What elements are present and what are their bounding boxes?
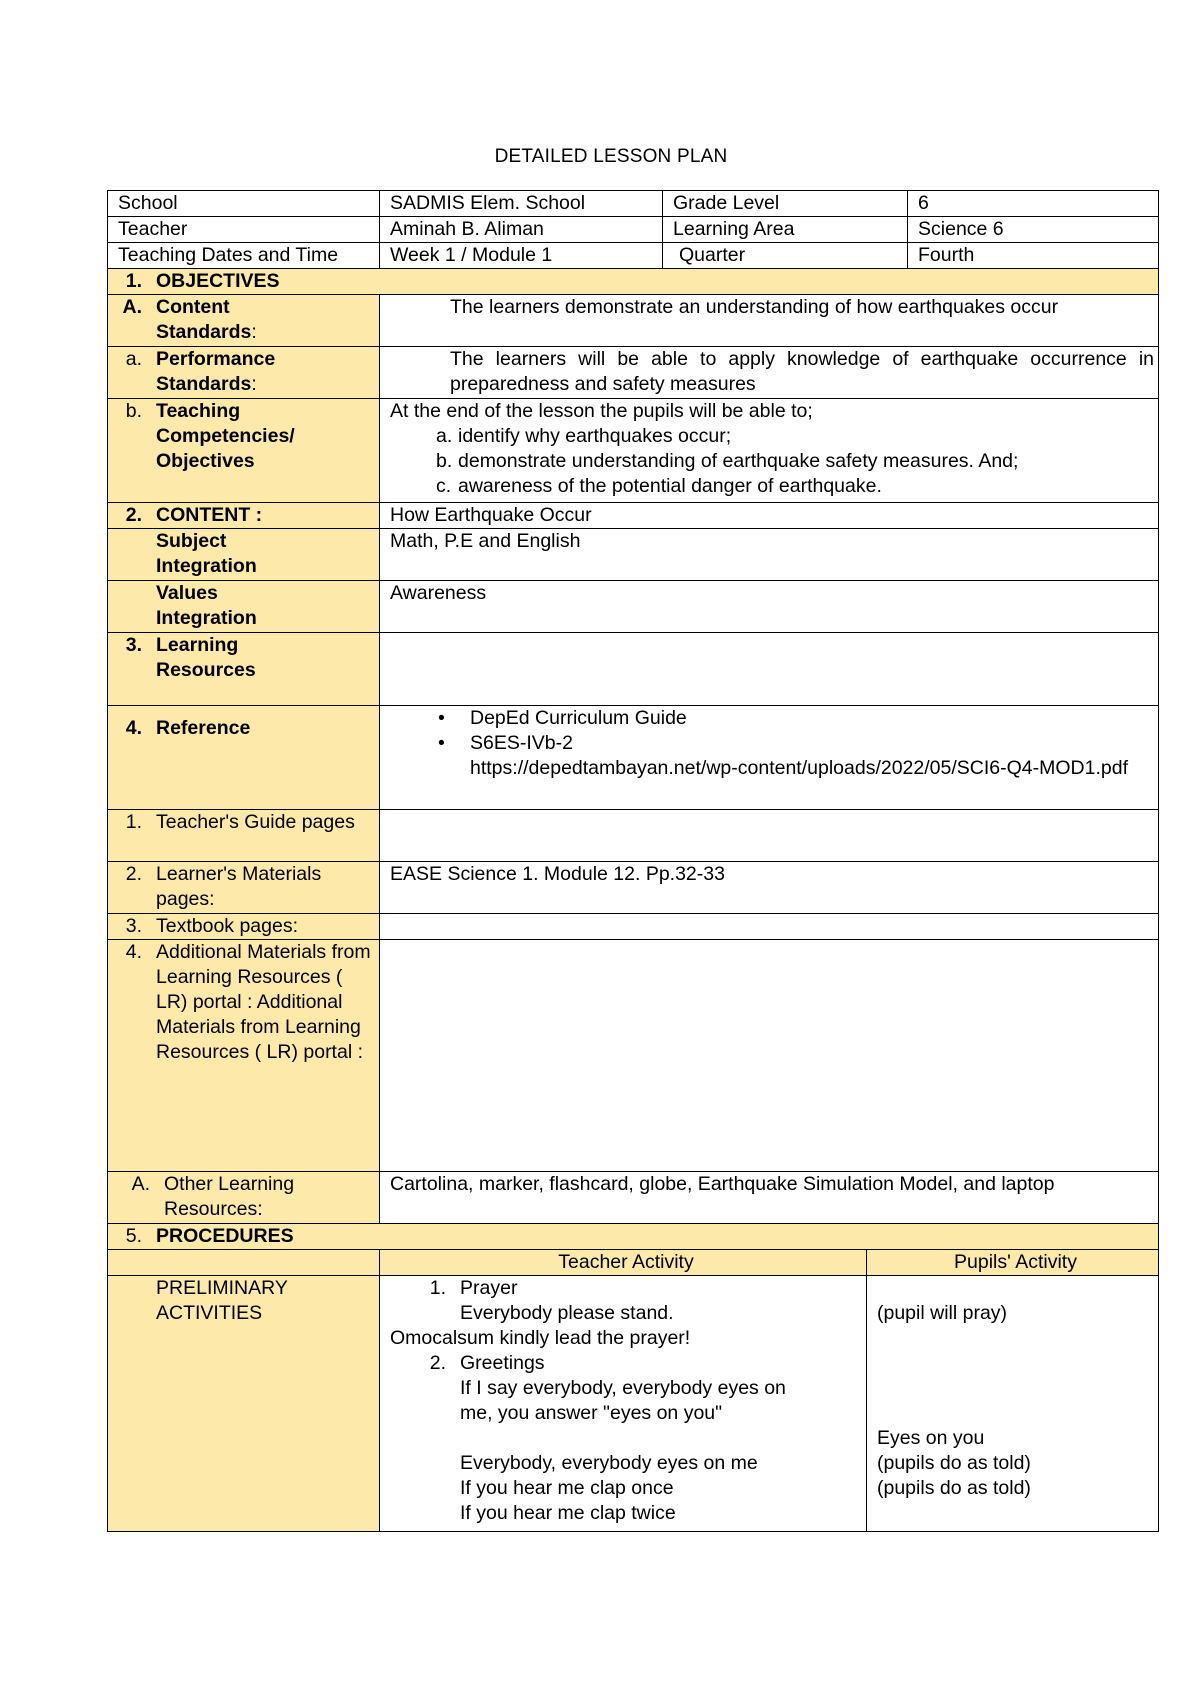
objectives-heading: [108, 269, 1159, 295]
objectives-label: OBJECTIVES: [156, 270, 280, 292]
list-item: [436, 474, 1154, 499]
procedures-num: 5.: [125, 1225, 142, 1247]
teacher-value: Aminah B. Aliman: [380, 217, 663, 243]
pupils-activity-header: Pupils' Activity: [867, 1250, 1159, 1276]
reference-item: DepEd Curriculum Guide: [470, 707, 687, 729]
preliminary-label: [108, 1276, 380, 1532]
learning-resources-row: [108, 633, 1159, 706]
objectives-num: 1.: [125, 270, 142, 292]
list-item: [436, 424, 1154, 449]
textbook-text: Textbook pages:: [156, 915, 299, 937]
reference-label: [108, 706, 380, 810]
performance-standards-title-2: Standards: [156, 373, 252, 395]
additional-materials-text: Additional Materials from Learning Resources ( LR) portal : Additional Materials from Learning Resources ( LR) portal :: [156, 941, 371, 1063]
content-row: [108, 503, 1159, 529]
procedures-row: [108, 1224, 1159, 1250]
area-value: Science 6: [908, 217, 1159, 243]
resources-label-2: Resources: [156, 659, 256, 681]
teachers-guide-text: Teacher's Guide pages: [156, 811, 355, 833]
teachers-guide-row: [108, 810, 1159, 862]
performance-standards-title: Performance: [156, 348, 276, 370]
additional-materials-row: [108, 940, 1159, 1172]
competencies-title-2: Competencies/: [156, 425, 295, 447]
competencies-text: [380, 399, 1159, 503]
content-standards-num: A.: [122, 296, 142, 318]
textbook-row: [108, 914, 1159, 940]
school-label: School: [108, 191, 380, 217]
subject-integration-row: [108, 529, 1159, 581]
stand-text: Everybody please stand.: [460, 1302, 674, 1324]
list-item: [436, 449, 1154, 474]
list-item: [438, 706, 1154, 731]
item-text: identify why earthquakes occur;: [458, 425, 732, 447]
values-integration-label: [108, 581, 380, 633]
reference-item: S6ES-IVb-2: [470, 732, 573, 754]
content-num: 2.: [125, 504, 142, 526]
textbook-label: [108, 914, 380, 940]
content-standards-title: Content: [156, 296, 230, 318]
teacher-activity-header: Teacher Activity: [380, 1250, 867, 1276]
header-row-school: [108, 191, 1159, 217]
preliminary-label-1: PRELIMINARY: [156, 1277, 288, 1299]
prayer-title: Prayer: [460, 1277, 518, 1299]
subject-integration-value: Math, P.E and English: [380, 529, 1159, 581]
additional-materials-label: [108, 940, 380, 1172]
objectives-row: [108, 269, 1159, 295]
values-integration-value: Awareness: [380, 581, 1159, 633]
textbook-num: 3.: [125, 915, 142, 937]
item-letter: b.: [436, 450, 453, 472]
performance-standards-colon: :: [251, 373, 257, 395]
other-resources-num: A.: [131, 1173, 150, 1195]
say-text-2: me, you answer "eyes on you": [460, 1402, 723, 1424]
learning-resources-value: [380, 633, 1159, 706]
prayer-num: 1.: [429, 1277, 446, 1299]
resources-num: 3.: [125, 634, 142, 656]
header-row-teacher: [108, 217, 1159, 243]
greetings-title: Greetings: [460, 1352, 545, 1374]
pupil-told-text-2: (pupils do as told): [877, 1477, 1031, 1499]
subject-integration-label: [108, 529, 380, 581]
teachers-guide-value: [380, 810, 1159, 862]
bullet-icon: •: [438, 707, 445, 729]
learners-materials-row: [108, 862, 1159, 914]
dates-label: Teaching Dates and Time: [108, 243, 380, 269]
content-label: [108, 503, 380, 529]
learners-materials-label: [108, 862, 380, 914]
teachers-guide-num: 1.: [125, 811, 142, 833]
reference-title: Reference: [156, 717, 251, 739]
quarter-label: Quarter: [663, 243, 908, 269]
grade-value: 6: [908, 191, 1159, 217]
competencies-list: [390, 424, 1154, 499]
competencies-num: b.: [125, 400, 142, 422]
bullet-icon: •: [438, 732, 445, 754]
prayer-line: [390, 1276, 862, 1301]
teacher-label: Teacher: [108, 217, 380, 243]
pupil-told-text-1: (pupils do as told): [877, 1452, 1031, 1474]
learners-materials-value: EASE Science 1. Module 12. Pp.32-33: [380, 862, 1159, 914]
area-label: Learning Area: [663, 217, 908, 243]
lead-text: Omocalsum kindly lead the prayer!: [390, 1327, 691, 1349]
other-resources-label: [108, 1172, 380, 1224]
school-value: SADMIS Elem. School: [380, 191, 663, 217]
content-value: How Earthquake Occur: [380, 503, 1159, 529]
preliminary-activities-row: [108, 1276, 1159, 1532]
pupil-eyes-text: Eyes on you: [877, 1427, 985, 1449]
learners-materials-text: Learner's Materials pages:: [156, 863, 322, 910]
reference-num: 4.: [125, 717, 142, 739]
performance-standards-text: The learners will be able to apply knowledge of earthquake occurrence in preparedness and safety measures: [380, 347, 1159, 399]
lesson-plan-table: [107, 190, 1159, 1532]
reference-row: [108, 706, 1159, 810]
clap-once-text: If you hear me clap once: [460, 1477, 674, 1499]
reference-link[interactable]: https://depedtambayan.net/wp-content/uploads/2022/05/SCI6-Q4-MOD1.pdf: [470, 757, 1128, 779]
values-integration-row: [108, 581, 1159, 633]
values-label-1: Values: [156, 582, 218, 604]
clap-twice-text: If you hear me clap twice: [460, 1502, 676, 1524]
grade-label: Grade Level: [663, 191, 908, 217]
item-text: awareness of the potential danger of earthquake.: [458, 475, 882, 497]
reference-value: [380, 706, 1159, 810]
pupil-pray-text: (pupil will pray): [877, 1302, 1008, 1324]
quarter-value: Fourth: [908, 243, 1159, 269]
item-letter: c.: [436, 475, 452, 497]
eyes-text: Everybody, everybody eyes on me: [460, 1452, 758, 1474]
item-text: demonstrate understanding of earthquake safety measures. And;: [458, 450, 1019, 472]
performance-standards-row: [108, 347, 1159, 399]
procedures-label: PROCEDURES: [156, 1225, 294, 1247]
pupils-activity-cell: [867, 1276, 1159, 1532]
teachers-guide-label: [108, 810, 380, 862]
greetings-num: 2.: [429, 1352, 446, 1374]
subject-label-1: Subject: [156, 530, 227, 552]
content-standards-row: [108, 295, 1159, 347]
reference-list: [390, 706, 1154, 781]
teacher-activity-cell: [380, 1276, 867, 1532]
subject-label-2: Integration: [156, 555, 257, 577]
competencies-row: [108, 399, 1159, 503]
learners-materials-num: 2.: [125, 863, 142, 885]
preliminary-label-2: ACTIVITIES: [156, 1302, 263, 1324]
procedures-heading: [108, 1224, 1159, 1250]
procedures-blank-col: [108, 1250, 380, 1276]
say-text-1: If I say everybody, everybody eyes on: [460, 1377, 786, 1399]
page-title: DETAILED LESSON PLAN: [494, 146, 728, 167]
reference-url[interactable]: [470, 756, 1154, 781]
resources-label-1: Learning: [156, 634, 239, 656]
values-label-2: Integration: [156, 607, 257, 629]
content-standards-title-2: Standards: [156, 321, 252, 343]
textbook-value: [380, 914, 1159, 940]
procedures-columns-row: [108, 1250, 1159, 1276]
additional-materials-value: [380, 940, 1159, 1172]
content-standards-label: [108, 295, 380, 347]
dates-value: Week 1 / Module 1: [380, 243, 663, 269]
other-resources-value: Cartolina, marker, flashcard, globe, Earthquake Simulation Model, and laptop: [380, 1172, 1159, 1224]
content-standards-text: The learners demonstrate an understanding of how earthquakes occur: [380, 295, 1159, 347]
greetings-line: [390, 1351, 862, 1376]
content-standards-colon: :: [251, 321, 257, 343]
performance-standards-num: a.: [125, 348, 142, 370]
item-letter: a.: [436, 425, 453, 447]
other-resources-row: [108, 1172, 1159, 1224]
header-row-dates: [108, 243, 1159, 269]
competencies-title-3: Objectives: [156, 450, 255, 472]
performance-standards-label: [108, 347, 380, 399]
additional-materials-num: 4.: [125, 941, 142, 963]
content-heading: CONTENT :: [156, 504, 263, 526]
learning-resources-label: [108, 633, 380, 706]
other-resources-text: Other Learning Resources:: [164, 1173, 295, 1220]
competencies-title-1: Teaching: [156, 400, 241, 422]
list-item: [438, 731, 1154, 756]
competencies-label: [108, 399, 380, 503]
competencies-intro: At the end of the lesson the pupils will be able to;: [390, 400, 813, 422]
